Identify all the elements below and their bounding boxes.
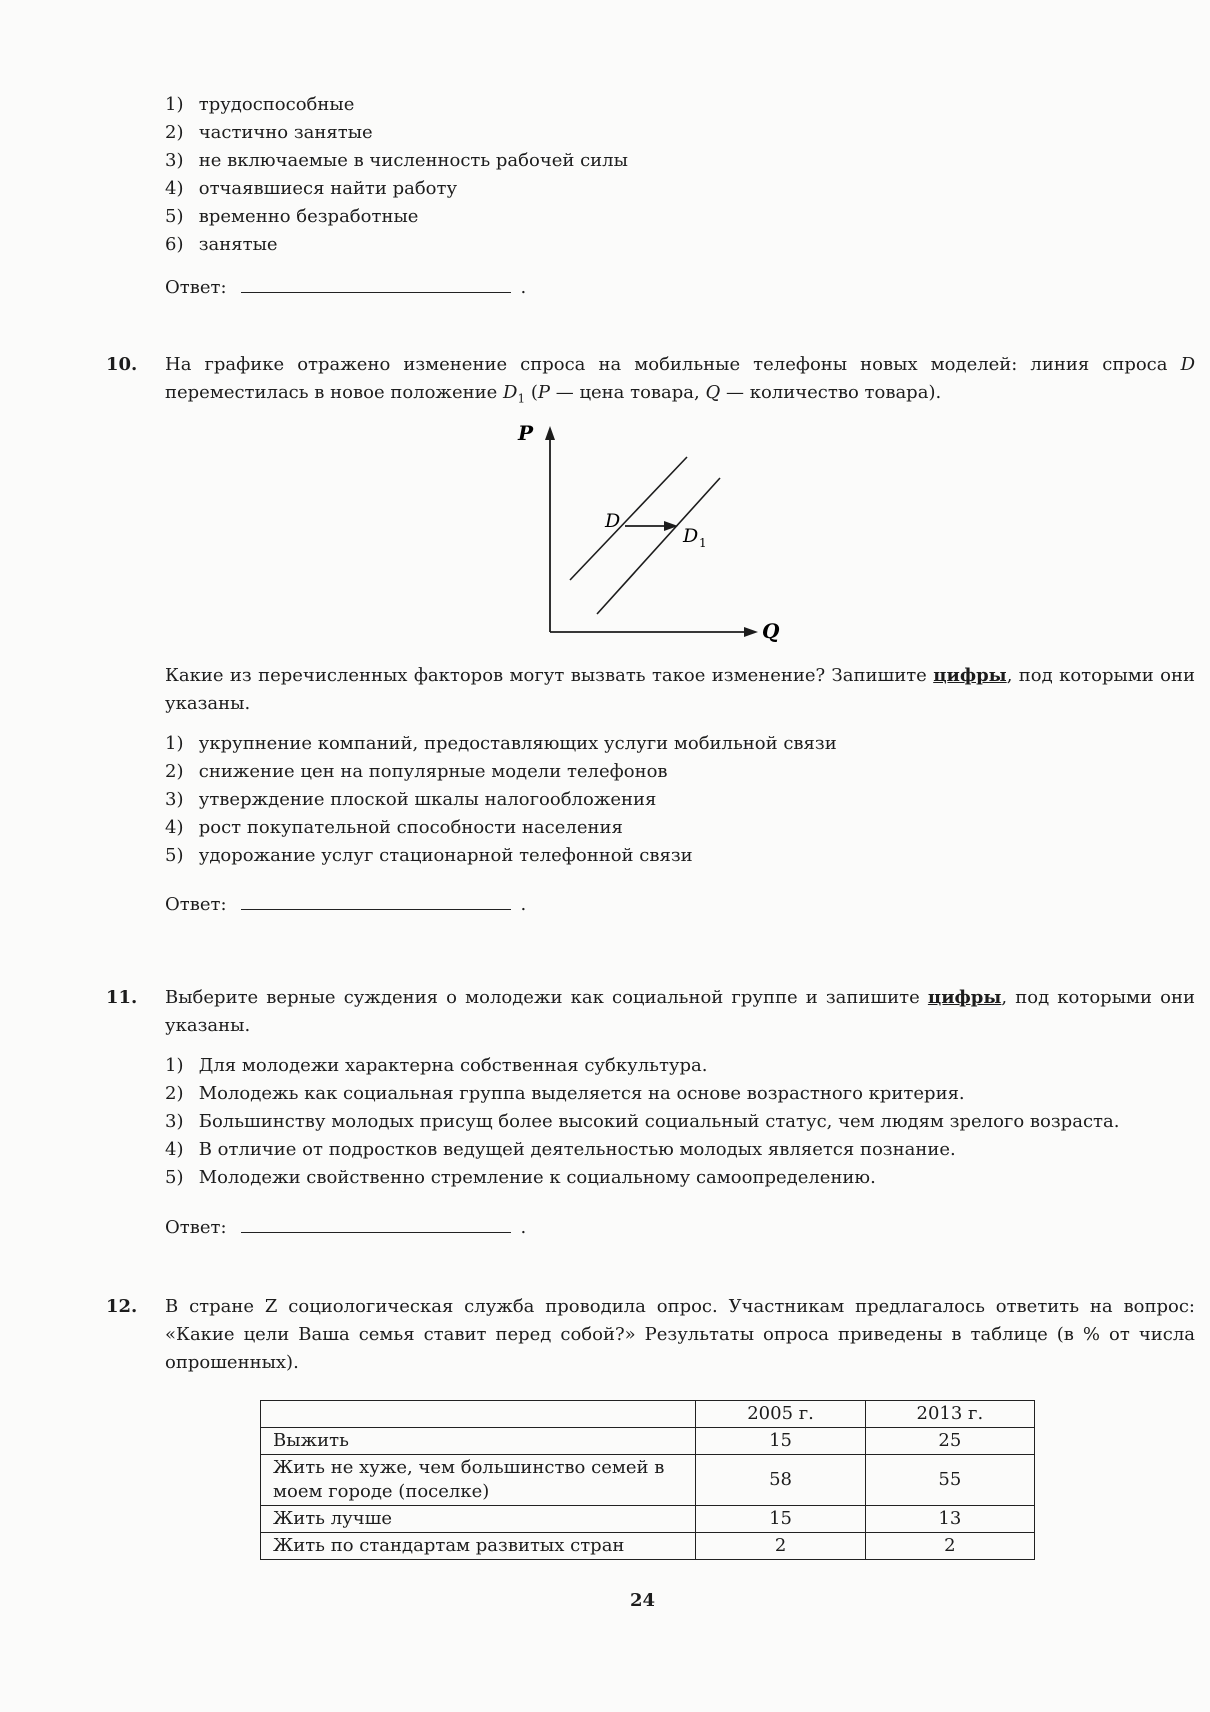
- demand-curve-d: [570, 457, 687, 580]
- list-item: 3) утверждение плоской шкалы налогообложения: [165, 789, 657, 810]
- list-item: 2) снижение цен на популярные модели телефонов: [165, 761, 668, 782]
- q12-text: В стране Z социологическая служба проводила опрос. Участникам предлагалось ответить на вопрос: «Какие цели Ваша семья ставит перед собой?» Результаты опроса приведены в таблице (в % от числа опрошенных).: [165, 1296, 1195, 1373]
- curve-d1-subscript: 1: [699, 536, 707, 550]
- list-item: 5) удорожание услуг стационарной телефонной связи: [165, 845, 693, 866]
- page-number: 24: [630, 1590, 656, 1611]
- q9-answer-field[interactable]: [241, 274, 511, 293]
- list-item: 5) временно безработные: [165, 206, 419, 227]
- table-row: Жить лучше 15 13: [261, 1506, 1035, 1533]
- curve-d1-label: D: [683, 525, 699, 547]
- list-item: 2) Молодежь как социальная группа выделяется на основе возрастного критерия.: [165, 1083, 965, 1104]
- list-item: 2) частично занятые: [165, 122, 373, 143]
- q10-options: [165, 730, 837, 870]
- q10-question: Какие из перечисленных факторов могут вызвать такое изменение? Запишите цифры, под которыми они указаны.: [165, 665, 1195, 714]
- q11-options: [165, 1052, 1119, 1192]
- list-item: 5) Молодежи свойственно стремление к социальному самоопределению.: [165, 1167, 876, 1188]
- shift-arrow-head: [664, 521, 678, 531]
- q10-number: 10.: [106, 354, 138, 375]
- list-item: 6) занятые: [165, 234, 278, 255]
- q9-answer: Ответ: .: [165, 274, 526, 302]
- list-item: 4) В отличие от подростков ведущей деятельностью молодых является познание.: [165, 1139, 956, 1160]
- q10-answer: Ответ: .: [165, 891, 526, 919]
- table-row: Выжить 15 25: [261, 1428, 1035, 1455]
- q12-number: 12.: [106, 1296, 138, 1317]
- demand-shift-graph: [500, 420, 800, 645]
- list-item: 4) рост покупательной способности населения: [165, 817, 623, 838]
- q10-intro: На графике отражено изменение спроса на мобильные телефоны новых моделей: линия спроса D переместилась в новое положение $D_1$ (P — цена товара, Q — количество товара).: [165, 354, 1195, 406]
- table-row: Жить по стандартам развитых стран 2 2: [261, 1533, 1035, 1560]
- axis-x-arrow: [744, 627, 758, 637]
- axis-x-label: Q: [762, 619, 780, 643]
- list-item: 1) трудоспособные: [165, 94, 355, 115]
- axis-y-arrow: [545, 426, 555, 440]
- curve-d-label: D: [605, 510, 621, 532]
- q11-question: Выберите верные суждения о молодежи как социальной группе и запишите цифры, под которыми они указаны.: [165, 987, 1195, 1036]
- table-header-row: 2005 г. 2013 г.: [261, 1401, 1035, 1428]
- list-item: 3) не включаемые в численность рабочей силы: [165, 150, 628, 171]
- list-item: 1) Для молодежи характерна собственная субкультура.: [165, 1055, 708, 1076]
- list-item: 4) отчаявшиеся найти работу: [165, 178, 458, 199]
- q11-number: 11.: [106, 987, 138, 1008]
- q11-answer-field[interactable]: [241, 1214, 511, 1233]
- table-row: Жить не хуже, чем большинство семей в моем городе (поселке) 58 55: [261, 1455, 1035, 1506]
- q10-answer-field[interactable]: [241, 891, 511, 910]
- survey-table: [260, 1400, 1035, 1560]
- list-item: 1) укрупнение компаний, предоставляющих услуги мобильной связи: [165, 733, 837, 754]
- axis-y-label: P: [518, 421, 534, 445]
- q11-answer: Ответ: .: [165, 1214, 526, 1242]
- list-item: 3) Большинству молодых присущ более высокий социальный статус, чем людям зрелого возраста.: [165, 1111, 1120, 1132]
- q9-options: [165, 91, 628, 259]
